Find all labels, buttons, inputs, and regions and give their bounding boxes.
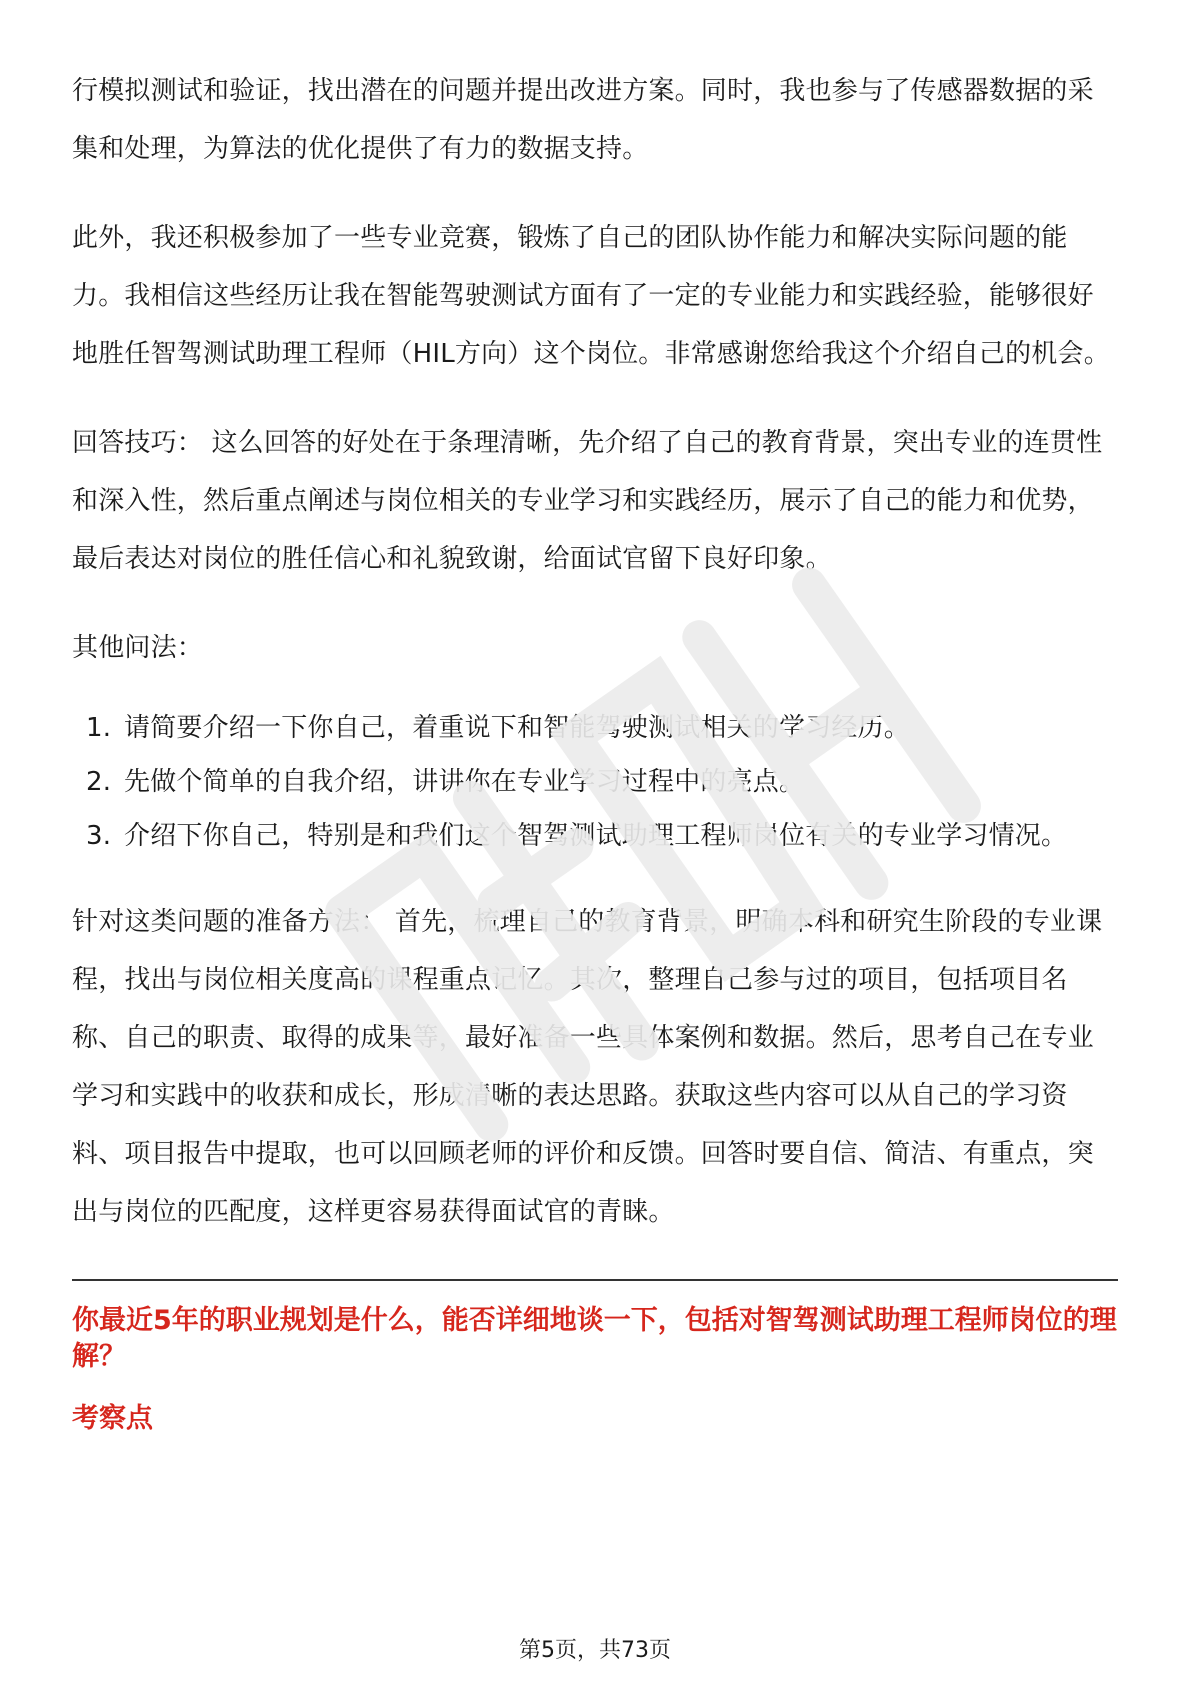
- list-item-text: 先做个简单的自我介绍，讲讲你在专业学习过程中的亮点。: [124, 767, 806, 797]
- other-questions-list: [72, 701, 1118, 863]
- section-divider: [72, 1279, 1118, 1281]
- list-item-number: 1.: [86, 713, 112, 743]
- list-item-number: 2.: [86, 767, 112, 797]
- list-item-text: 介绍下你自己，特别是和我们这个智驾测试助理工程师岗位有关的专业学习情况。: [124, 821, 1068, 851]
- list-item: [72, 701, 1118, 755]
- list-item: [72, 755, 1118, 809]
- document-body: [72, 62, 1118, 1437]
- question-heading: 你最近5年的职业规划是什么，能否详细地谈一下，包括对智驾测试助理工程师岗位的理解？: [72, 1305, 1117, 1372]
- paragraph-preparation: 针对这类问题的准备方法： 首先，梳理自己的教育背景，明确本科和研究生阶段的专业课程，找出与岗位相关度高的课程重点记忆。其次，整理自己参与过的项目，包括项目名称、自己的职责、取得的成果等，最好准备一些具体案例和数据。然后，思考自己在专业学习和实践中的收获和成长，形成清晰的表达思路。获取这些内容可以从自己的学习资料、项目报告中提取，也可以回顾老师的评价和反馈。回答时要自信、简洁、有重点，突出与岗位的匹配度，这样更容易获得面试官的青睐。: [72, 907, 1103, 1227]
- list-item-number: 3.: [86, 821, 112, 851]
- other-questions-heading: 其他问法：: [72, 633, 204, 663]
- list-item-text: 请简要介绍一下你自己，着重说下和智能驾驶测试相关的学习经历。: [124, 713, 911, 743]
- paragraph-answer-closing: 此外，我还积极参加了一些专业竞赛，锻炼了自己的团队协作能力和解决实际问题的能力。我相信这些经历让我在智能驾驶测试方面有了一定的专业能力和实践经验，能够很好地胜任智驾测试助理工程师（HIL方向）这个岗位。非常感谢您给我这个介绍自己的机会。: [72, 223, 1110, 369]
- page-footer: 第5页，共73页: [519, 1638, 671, 1663]
- section-heading-examination-points: 考察点: [72, 1403, 153, 1434]
- paragraph-answer-tips: 回答技巧： 这么回答的好处在于条理清晰，先介绍了自己的教育背景，突出专业的连贯性和深入性，然后重点阐述与岗位相关的专业学习和实践经历，展示了自己的能力和优势，最后表达对岗位的胜任信心和礼貌致谢，给面试官留下良好印象。: [72, 428, 1103, 574]
- list-item: [72, 809, 1118, 863]
- paragraph-answer-end: 行模拟测试和验证，找出潜在的问题并提出改进方案。同时，我也参与了传感器数据的采集和处理，为算法的优化提供了有力的数据支持。: [72, 76, 1094, 164]
